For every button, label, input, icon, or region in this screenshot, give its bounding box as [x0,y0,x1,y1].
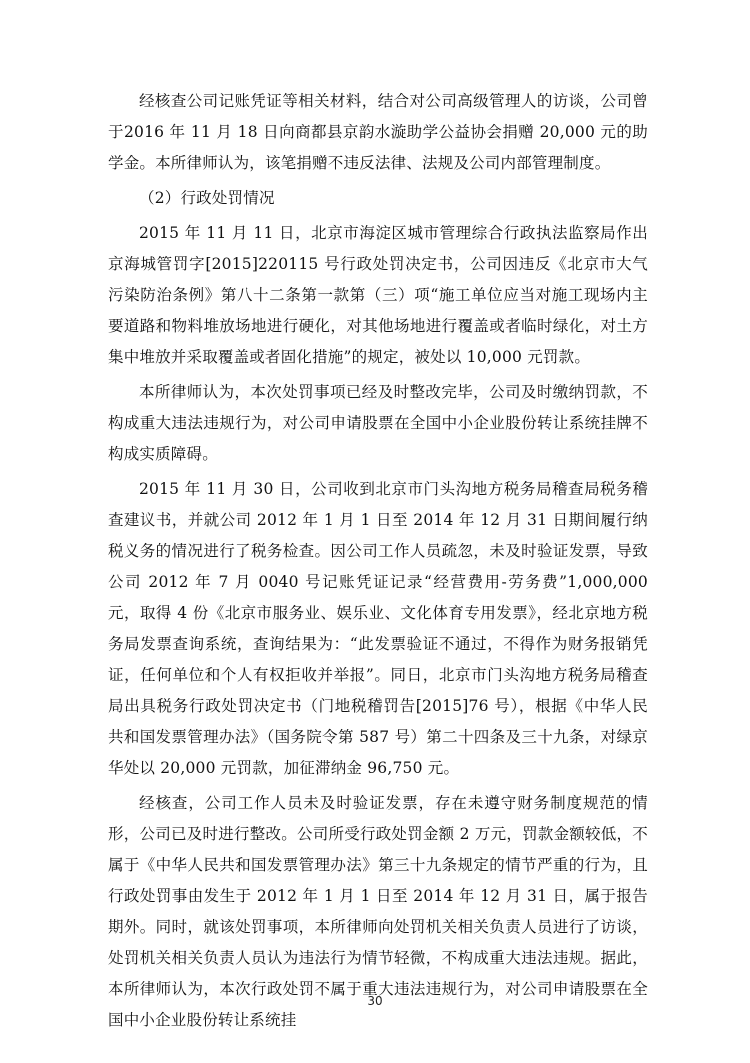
paragraph-lawyer-opinion-1: 本所律师认为，本次处罚事项已经及时整改完毕，公司及时缴纳罚款，不构成重大违法违规行为，对公司申请股票在全国中小企业股份转让系统挂牌不构成实质障碍。 [108,383,648,463]
paragraph-tax-penalty: 2015 年 11 月 30 日，公司收到北京市门头沟地方税务局稽查局税务稽查建议书，并就公司 2012 年 1 月 1 日至 2014 年 12 月 31 日期间履行纳税义务的情况进行了税务检查。因公司工作人员疏忽，未及时验证发票，导致公司 2012 年 7 月 0040 号记账凭证记录“经营费用-劳务费”1,000,000 元，取得 4 份《北京市服务业、娱乐业、文化体育专用发票》，经北京地方税务局发票查询系统，查询结果为：“此发票验证不通过，不得作为财务报销凭证，任何单位和个人有权拒收并举报”。同日，北京市门头沟地方税务局稽查局出具税务行政处罚决定书（门地税稽罚告[2015]76 号），根据《中华人民共和国发票管理办法》（国务院令第 587 号）第二十四条及三十九条，对绿京华处以 20,000 元罚款，加征滞纳金 96,750 元。 [108,480,648,777]
document-body [108,86,648,1040]
paragraph-haidian-penalty: 2015 年 11 月 11 日，北京市海淀区城市管理综合行政执法监察局作出京海城管罚字[2015]220115 号行政处罚决定书，公司因违反《北京市大气污染防治条例》第八十二条第一款第（三）项“施工单位应当对施工现场内主要道路和物料堆放场地进行硬化，对其他场地进行覆盖或者临时绿化，对土方集中堆放并采取覆盖或者固化措施”的规定，被处以 10,000 元罚款。 [108,224,648,366]
section-heading-administrative-penalty: （2）行政处罚情况 [139,189,275,207]
page-number: 30 [367,994,383,1008]
paragraph-donation: 经核查公司记账凭证等相关材料，结合对公司高级管理人的访谈，公司曾于2016 年 11 月 18 日向商都县京韵水漩助学公益协会捐赠 20,000 元的助学金。本所律师认为，该笔捐赠不违反法律、法规及公司内部管理制度。 [108,92,648,172]
paragraph-lawyer-opinion-2: 经核查，公司工作人员未及时验证发票，存在未遵守财务制度规范的情形，公司已及时进行整改。公司所受行政处罚金额 2 万元，罚款金额较低，不属于《中华人民共和国发票管理办法》第三十九条规定的情节严重的行为，且行政处罚事由发生于 2012 年 1 月 1 日至 2014 年 12 月 31 日，属于报告期外。同时，就该处罚事项，本所律师向处罚机关相关负责人员进行了访谈，处罚机关相关负责人员认为违法行为情节轻微，不构成重大违法违规。据此，本所律师认为，本次行政处罚不属于重大违法违规行为，对公司申请股票在全国中小企业股份转让系统挂 [108,794,648,1029]
